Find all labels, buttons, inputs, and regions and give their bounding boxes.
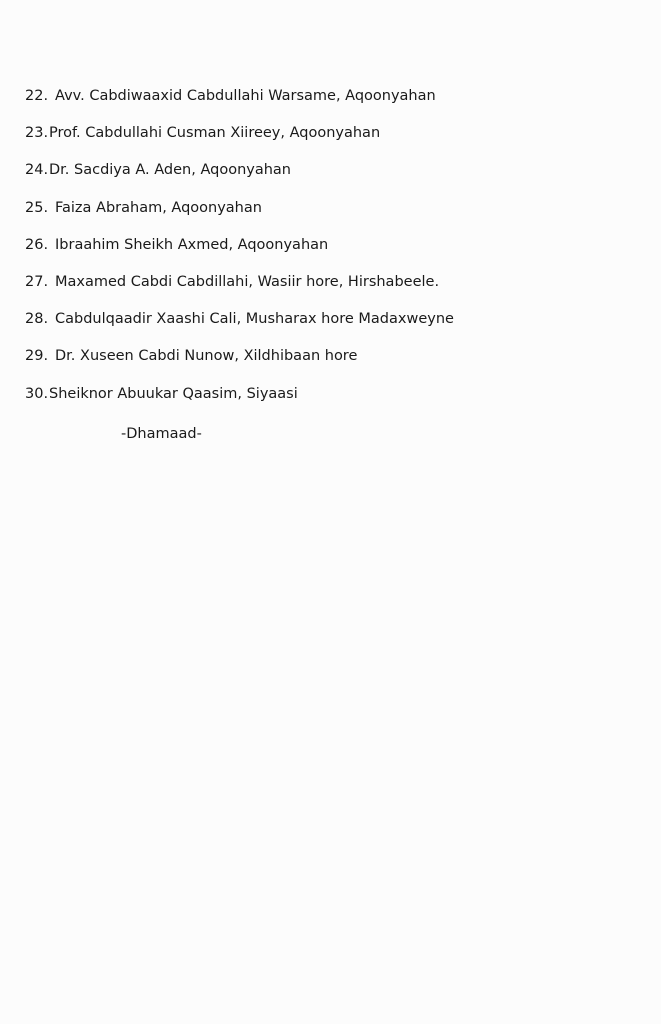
item-number: 22. bbox=[25, 88, 49, 104]
item-text: Dr. Sacdiya A. Aden, Aqoonyahan bbox=[49, 162, 291, 179]
item-number: 26. bbox=[25, 236, 49, 253]
item-text: Avv. Cabdiwaaxid Cabdullahi Warsame, Aqoonyahan bbox=[55, 88, 436, 104]
list-item bbox=[0, 272, 661, 309]
item-text: Ibraahim Sheikh Axmed, Aqoonyahan bbox=[55, 236, 329, 253]
list-item bbox=[0, 384, 661, 421]
list-item bbox=[0, 123, 661, 160]
item-number: 25. bbox=[25, 199, 49, 216]
list-item bbox=[0, 235, 661, 272]
list-item bbox=[0, 309, 661, 346]
item-number: 30. bbox=[25, 385, 49, 402]
list-item bbox=[0, 160, 661, 197]
list-item bbox=[0, 198, 661, 235]
item-number: 28. bbox=[25, 311, 49, 328]
item-text: Prof. Cabdullahi Cusman Xiireey, Aqoonyahan bbox=[49, 125, 381, 142]
item-number: 27. bbox=[25, 273, 49, 290]
list-item bbox=[0, 346, 661, 383]
item-number: 29. bbox=[25, 348, 49, 365]
list-item bbox=[0, 86, 661, 123]
item-number: 23. bbox=[25, 125, 49, 142]
item-text: Faiza Abraham, Aqoonyahan bbox=[55, 199, 262, 216]
item-text: Dr. Xuseen Cabdi Nunow, Xildhibaan hore bbox=[55, 348, 358, 365]
item-text: Cabdulqaadir Xaashi Cali, Musharax hore Madaxweyne bbox=[55, 311, 454, 328]
item-text: Maxamed Cabdi Cabdillahi, Wasiir hore, Hirshabeele. bbox=[55, 273, 440, 290]
name-list bbox=[0, 86, 661, 421]
item-number: 24. bbox=[25, 162, 49, 179]
item-text: Sheiknor Abuukar Qaasim, Siyaasi bbox=[49, 385, 298, 402]
closing-text: -Dhamaad- bbox=[121, 426, 202, 442]
